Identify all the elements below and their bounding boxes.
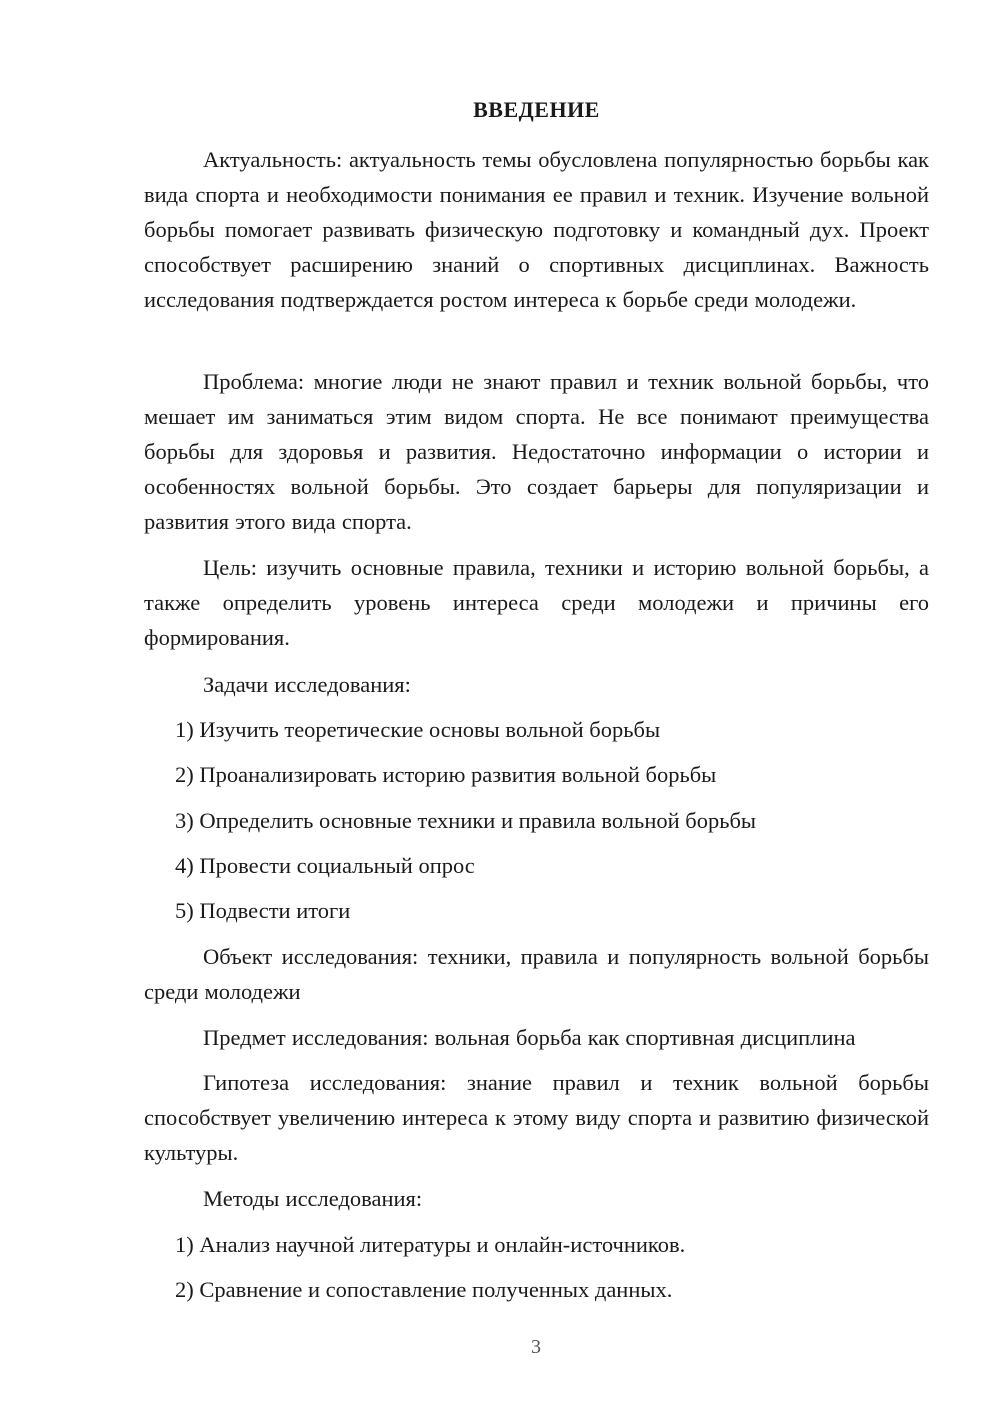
method-item: 2) Сравнение и сопоставление полученных данных.	[175, 1277, 673, 1302]
page-title: ВВЕДЕНИЕ	[473, 97, 600, 122]
task-item: 2) Проанализировать историю развития вольной борьбы	[175, 762, 717, 787]
page-number: 3	[531, 1336, 541, 1358]
paragraph-problem: Проблема: многие люди не знают правил и техник вольной борьбы, что мешает им заниматься этим видом спорта. Не все понимают преимущества борьбы для здоровья и развития. Недостаточно информации о истории и особенностях вольной борьбы. Это создает барьеры для популяризации и развития этого вида спорта.	[144, 369, 929, 534]
task-item: 3) Определить основные техники и правила вольной борьбы	[175, 808, 757, 833]
methods-heading: Методы исследования:	[203, 1186, 423, 1211]
paragraph-hypothesis: Гипотеза исследования: знание правил и техник вольной борьбы способствует увеличению интереса к этому виду спорта и развитию физической культуры.	[144, 1070, 929, 1165]
paragraph-object: Объект исследования: техники, правила и популярность вольной борьбы среди молодежи	[144, 944, 929, 1004]
tasks-heading: Задачи исследования:	[203, 672, 411, 697]
method-item: 1) Анализ научной литературы и онлайн-источников.	[175, 1232, 686, 1257]
task-item: 4) Провести социальный опрос	[175, 853, 475, 878]
paragraph-subject: Предмет исследования: вольная борьба как спортивная дисциплина	[203, 1025, 856, 1050]
paragraph-relevance: Актуальность: актуальность темы обусловлена популярностью борьбы как вида спорта и необходимости понимания ее правил и техник. Изучение вольной борьбы помогает развивать физическую подготовку и командный дух. Проект способствует расширению знаний о спортивных дисциплинах. Важность исследования подтверждается ростом интереса к борьбе среди молодежи.	[144, 147, 929, 312]
task-item: 1) Изучить теоретические основы вольной борьбы	[175, 717, 661, 742]
task-item: 5) Подвести итоги	[175, 898, 351, 923]
paragraph-goal: Цель: изучить основные правила, техники и историю вольной борьбы, а также определить уровень интереса среди молодежи и причины его формирования.	[144, 555, 929, 650]
